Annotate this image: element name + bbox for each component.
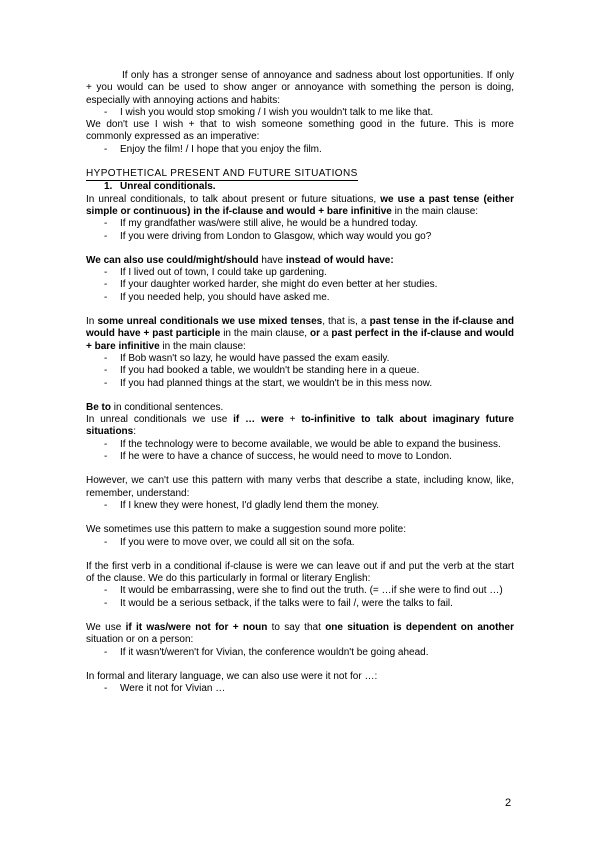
example-item: - I wish you would stop smoking / I wish you wouldn't talk to me like that. [86,107,514,119]
example-item: - If my grandfather was/were still alive, he would be a hundred today. [86,218,514,230]
example-item: - If you needed help, you should have asked me. [86,292,514,304]
example-list [86,439,514,464]
example-list [86,500,514,512]
subsection-number: 1. [104,181,113,193]
example-item: - If he were to have a chance of success, he would need to move to London. [86,451,514,463]
example-item: - Were it not for Vivian … [86,683,514,695]
paragraph: In unreal conditionals, to talk about present or future situations, we use a past tense (either simple or continuous) in the if-clause and would + bare infinitive in the main clause: [86,193,514,217]
section-heading: HYPOTHETICAL PRESENT AND FUTURE SITUATIONS [86,168,358,181]
paragraph: In formal and literary language, we can also use were it not for …: [86,670,378,682]
paragraph: If the first verb in a conditional if-clause is were we can leave out if and put the verb at the start of the clause. We do this particularly in formal or literary English: [86,560,514,585]
paragraph: In some unreal conditionals we use mixed tenses, that is, a past tense in the if-clause and would have + past participle in the main clause, or a past perfect in the if-clause and would + bare infinitive in the main clause: [86,316,514,352]
subsection-title: Unreal conditionals. [120,181,216,193]
example-item: - It would be embarrassing, were she to find out the truth. (= …if she were to find out …) [86,585,514,597]
example-list [86,683,514,695]
example-list [86,537,514,549]
example-item: - If you were to move over, we could all sit on the sofa. [86,537,514,549]
paragraph: However, we can't use this pattern with many verbs that describe a state, including know, like, remember, understand: [86,475,514,499]
paragraph: We use if it was/were not for + noun to say that one situation is dependent on another situation or on a person: [86,621,514,646]
example-list [86,585,514,610]
example-item: - If I lived out of town, I could take up gardening. [86,267,514,279]
paragraph: We don't use I wish + that to wish someone something good in the future. This is more commonly expressed as an imperative: [86,119,514,143]
document-body [86,70,514,695]
paragraph: In unreal conditionals we use if … were + to-infinitive to talk about imaginary future situations: [86,414,514,438]
example-list [86,144,514,156]
paragraph-heading: Be to in conditional sentences. [86,401,224,413]
example-item: - If your daughter worked harder, she might do even better at her studies. [86,279,514,291]
example-item: - If it wasn't/weren't for Vivian, the conference wouldn't be going ahead. [86,647,514,659]
example-item: - If the technology were to become available, we would be able to expand the business. [86,439,514,451]
paragraph: We can also use could/might/should have instead of would have: [86,254,394,266]
example-item: - If you had planned things at the start, we wouldn't be in this mess now. [86,378,514,390]
example-item: - Enjoy the film! / I hope that you enjoy the film. [86,144,514,156]
intro-paragraph: If only has a stronger sense of annoyance and sadness about lost opportunities. If only + you would can be used to show anger or annoyance with something the person is doing, especially with annoying actions and habits: [86,70,514,106]
example-item: - If you were driving from London to Glasgow, which way would you go? [86,231,514,243]
example-item: - If you had booked a table, we wouldn't be standing here in a queue. [86,365,514,377]
example-item: - It would be a serious setback, if the talks were to fail /, were the talks to fail. [86,598,514,610]
example-item: - If I knew they were honest, I'd gladly lend them the money. [86,500,514,512]
example-list [86,647,514,659]
example-item: - If Bob wasn't so lazy, he would have passed the exam easily. [86,353,514,365]
example-list [86,107,514,119]
example-list [86,267,514,304]
subsection-heading [86,181,514,193]
paragraph: We sometimes use this pattern to make a suggestion sound more polite: [86,524,406,536]
example-list [86,353,514,390]
example-list [86,218,514,243]
page-number: 2 [505,797,512,809]
